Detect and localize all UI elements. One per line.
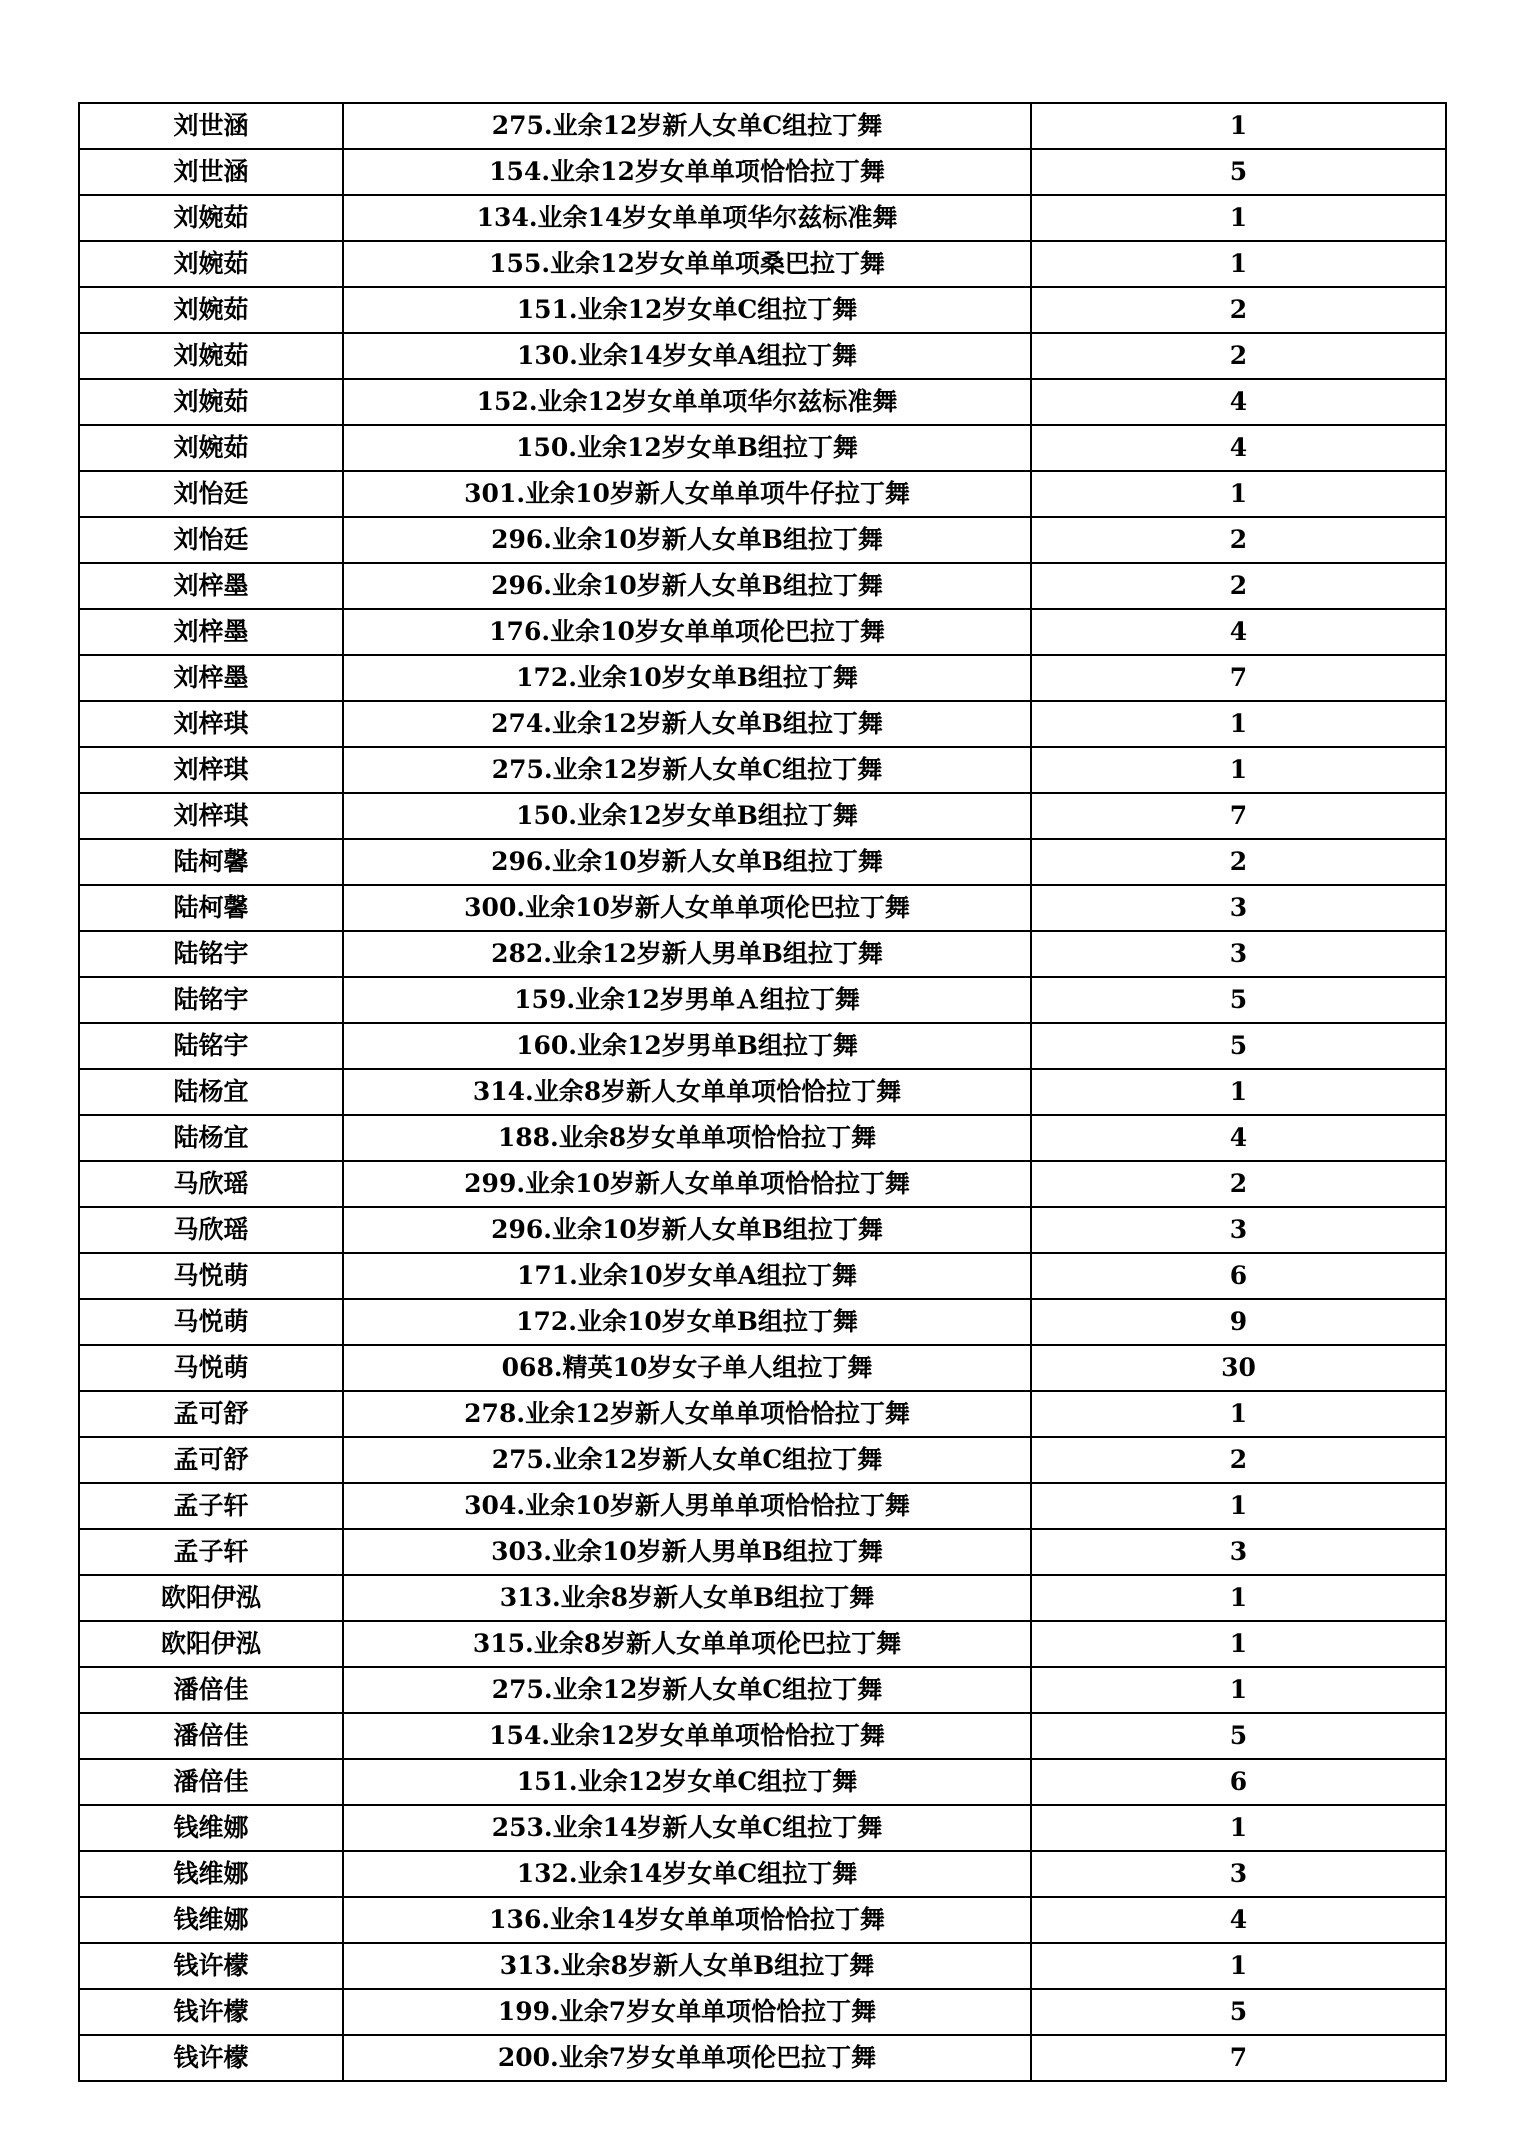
rank-cell: 1: [1031, 1667, 1446, 1713]
event-name-cell: 154.业余12岁女单单项恰恰拉丁舞: [343, 149, 1031, 195]
table-row: [79, 1621, 1446, 1667]
table-row: [79, 977, 1446, 1023]
athlete-name-cell: 刘梓墨: [79, 609, 343, 655]
event-name-cell: 303.业余10岁新人男单B组拉丁舞: [343, 1529, 1031, 1575]
event-name-cell: 172.业余10岁女单B组拉丁舞: [343, 655, 1031, 701]
athlete-name-cell: 刘梓琪: [79, 793, 343, 839]
athlete-name-cell: 陆柯馨: [79, 839, 343, 885]
athlete-name-cell: 潘倍佳: [79, 1667, 343, 1713]
table-row: [79, 149, 1446, 195]
rank-cell: 6: [1031, 1253, 1446, 1299]
rank-cell: 5: [1031, 977, 1446, 1023]
table-row: [79, 1069, 1446, 1115]
athlete-name-cell: 刘婉茹: [79, 333, 343, 379]
rank-cell: 2: [1031, 1161, 1446, 1207]
table-row: [79, 1805, 1446, 1851]
rank-cell: 2: [1031, 563, 1446, 609]
athlete-name-cell: 欧阳伊泓: [79, 1575, 343, 1621]
event-name-cell: 176.业余10岁女单单项伦巴拉丁舞: [343, 609, 1031, 655]
event-name-cell: 296.业余10岁新人女单B组拉丁舞: [343, 839, 1031, 885]
rank-cell: 4: [1031, 1897, 1446, 1943]
rank-cell: 3: [1031, 1529, 1446, 1575]
event-name-cell: 160.业余12岁男单B组拉丁舞: [343, 1023, 1031, 1069]
table-row: [79, 839, 1446, 885]
rank-cell: 1: [1031, 1621, 1446, 1667]
rank-cell: 1: [1031, 747, 1446, 793]
rank-cell: 1: [1031, 1943, 1446, 1989]
athlete-name-cell: 刘婉茹: [79, 425, 343, 471]
event-name-cell: 152.业余12岁女单单项华尔兹标准舞: [343, 379, 1031, 425]
athlete-name-cell: 钱许檬: [79, 1989, 343, 2035]
rank-cell: 5: [1031, 1023, 1446, 1069]
athlete-name-cell: 潘倍佳: [79, 1713, 343, 1759]
athlete-name-cell: 钱维娜: [79, 1851, 343, 1897]
table-row: [79, 1437, 1446, 1483]
athlete-name-cell: 刘梓墨: [79, 563, 343, 609]
table-row: [79, 1115, 1446, 1161]
table-row: [79, 103, 1446, 149]
results-table: [78, 102, 1447, 2082]
event-name-cell: 275.业余12岁新人女单C组拉丁舞: [343, 103, 1031, 149]
table-row: [79, 1713, 1446, 1759]
table-row: [79, 747, 1446, 793]
event-name-cell: 150.业余12岁女单B组拉丁舞: [343, 425, 1031, 471]
athlete-name-cell: 孟子轩: [79, 1483, 343, 1529]
table-row: [79, 1851, 1446, 1897]
event-name-cell: 278.业余12岁新人女单单项恰恰拉丁舞: [343, 1391, 1031, 1437]
event-name-cell: 296.业余10岁新人女单B组拉丁舞: [343, 1207, 1031, 1253]
athlete-name-cell: 孟子轩: [79, 1529, 343, 1575]
athlete-name-cell: 钱维娜: [79, 1805, 343, 1851]
event-name-cell: 188.业余8岁女单单项恰恰拉丁舞: [343, 1115, 1031, 1161]
rank-cell: 3: [1031, 1851, 1446, 1897]
event-name-cell: 300.业余10岁新人女单单项伦巴拉丁舞: [343, 885, 1031, 931]
rank-cell: 3: [1031, 931, 1446, 977]
event-name-cell: 150.业余12岁女单B组拉丁舞: [343, 793, 1031, 839]
athlete-name-cell: 钱许檬: [79, 2035, 343, 2081]
event-name-cell: 313.业余8岁新人女单B组拉丁舞: [343, 1943, 1031, 1989]
athlete-name-cell: 孟可舒: [79, 1391, 343, 1437]
rank-cell: 5: [1031, 1989, 1446, 2035]
rank-cell: 5: [1031, 1713, 1446, 1759]
event-name-cell: 296.业余10岁新人女单B组拉丁舞: [343, 563, 1031, 609]
event-name-cell: 136.业余14岁女单单项恰恰拉丁舞: [343, 1897, 1031, 1943]
athlete-name-cell: 孟可舒: [79, 1437, 343, 1483]
athlete-name-cell: 陆铭宇: [79, 1023, 343, 1069]
athlete-name-cell: 陆铭宇: [79, 977, 343, 1023]
rank-cell: 4: [1031, 425, 1446, 471]
athlete-name-cell: 刘梓琪: [79, 747, 343, 793]
athlete-name-cell: 刘婉茹: [79, 287, 343, 333]
rank-cell: 1: [1031, 241, 1446, 287]
athlete-name-cell: 马悦萌: [79, 1299, 343, 1345]
table-row: [79, 517, 1446, 563]
event-name-cell: 132.业余14岁女单C组拉丁舞: [343, 1851, 1031, 1897]
event-name-cell: 155.业余12岁女单单项桑巴拉丁舞: [343, 241, 1031, 287]
event-name-cell: 154.业余12岁女单单项恰恰拉丁舞: [343, 1713, 1031, 1759]
table-row: [79, 1345, 1446, 1391]
rank-cell: 2: [1031, 287, 1446, 333]
event-name-cell: 282.业余12岁新人男单B组拉丁舞: [343, 931, 1031, 977]
athlete-name-cell: 钱许檬: [79, 1943, 343, 1989]
athlete-name-cell: 刘婉茹: [79, 379, 343, 425]
table-row: [79, 2035, 1446, 2081]
table-row: [79, 609, 1446, 655]
table-row: [79, 1943, 1446, 1989]
athlete-name-cell: 刘世涵: [79, 103, 343, 149]
rank-cell: 4: [1031, 609, 1446, 655]
athlete-name-cell: 刘梓墨: [79, 655, 343, 701]
table-row: [79, 1161, 1446, 1207]
event-name-cell: 253.业余14岁新人女单C组拉丁舞: [343, 1805, 1031, 1851]
athlete-name-cell: 刘世涵: [79, 149, 343, 195]
athlete-name-cell: 马悦萌: [79, 1345, 343, 1391]
rank-cell: 1: [1031, 471, 1446, 517]
table-row: [79, 195, 1446, 241]
table-row: [79, 931, 1446, 977]
table-row: [79, 379, 1446, 425]
table-row: [79, 1023, 1446, 1069]
athlete-name-cell: 刘梓琪: [79, 701, 343, 747]
event-name-cell: 301.业余10岁新人女单单项牛仔拉丁舞: [343, 471, 1031, 517]
table-row: [79, 1299, 1446, 1345]
table-row: [79, 1759, 1446, 1805]
event-name-cell: 304.业余10岁新人男单单项恰恰拉丁舞: [343, 1483, 1031, 1529]
rank-cell: 1: [1031, 195, 1446, 241]
table-row: [79, 1897, 1446, 1943]
table-row: [79, 701, 1446, 747]
athlete-name-cell: 刘怡廷: [79, 517, 343, 563]
rank-cell: 4: [1031, 379, 1446, 425]
table-row: [79, 1483, 1446, 1529]
table-row: [79, 655, 1446, 701]
event-name-cell: 315.业余8岁新人女单单项伦巴拉丁舞: [343, 1621, 1031, 1667]
event-name-cell: 151.业余12岁女单C组拉丁舞: [343, 1759, 1031, 1805]
rank-cell: 1: [1031, 103, 1446, 149]
event-name-cell: 199.业余7岁女单单项恰恰拉丁舞: [343, 1989, 1031, 2035]
event-name-cell: 275.业余12岁新人女单C组拉丁舞: [343, 1667, 1031, 1713]
table-row: [79, 1207, 1446, 1253]
rank-cell: 9: [1031, 1299, 1446, 1345]
table-row: [79, 1391, 1446, 1437]
rank-cell: 6: [1031, 1759, 1446, 1805]
rank-cell: 1: [1031, 1391, 1446, 1437]
table-row: [79, 1667, 1446, 1713]
event-name-cell: 296.业余10岁新人女单B组拉丁舞: [343, 517, 1031, 563]
rank-cell: 30: [1031, 1345, 1446, 1391]
athlete-name-cell: 钱维娜: [79, 1897, 343, 1943]
event-name-cell: 275.业余12岁新人女单C组拉丁舞: [343, 747, 1031, 793]
rank-cell: 1: [1031, 1483, 1446, 1529]
table-row: [79, 241, 1446, 287]
table-row: [79, 471, 1446, 517]
table-row: [79, 793, 1446, 839]
rank-cell: 3: [1031, 885, 1446, 931]
rank-cell: 2: [1031, 333, 1446, 379]
event-name-cell: 314.业余8岁新人女单单项恰恰拉丁舞: [343, 1069, 1031, 1115]
rank-cell: 4: [1031, 1115, 1446, 1161]
event-name-cell: 130.业余14岁女单A组拉丁舞: [343, 333, 1031, 379]
rank-cell: 2: [1031, 517, 1446, 563]
rank-cell: 2: [1031, 839, 1446, 885]
athlete-name-cell: 马欣瑶: [79, 1207, 343, 1253]
event-name-cell: 171.业余10岁女单A组拉丁舞: [343, 1253, 1031, 1299]
rank-cell: 7: [1031, 655, 1446, 701]
table-row: [79, 1575, 1446, 1621]
rank-cell: 3: [1031, 1207, 1446, 1253]
rank-cell: 1: [1031, 1069, 1446, 1115]
rank-cell: 7: [1031, 793, 1446, 839]
table-row: [79, 1253, 1446, 1299]
event-name-cell: 313.业余8岁新人女单B组拉丁舞: [343, 1575, 1031, 1621]
event-name-cell: 134.业余14岁女单单项华尔兹标准舞: [343, 195, 1031, 241]
athlete-name-cell: 刘怡廷: [79, 471, 343, 517]
table-row: [79, 287, 1446, 333]
athlete-name-cell: 陆杨宜: [79, 1115, 343, 1161]
event-name-cell: 159.业余12岁男单Ａ组拉丁舞: [343, 977, 1031, 1023]
athlete-name-cell: 马欣瑶: [79, 1161, 343, 1207]
athlete-name-cell: 陆铭宇: [79, 931, 343, 977]
table-row: [79, 1529, 1446, 1575]
rank-cell: 5: [1031, 149, 1446, 195]
rank-cell: 1: [1031, 1805, 1446, 1851]
results-table-body: [79, 103, 1446, 2081]
table-row: [79, 885, 1446, 931]
rank-cell: 2: [1031, 1437, 1446, 1483]
table-row: [79, 425, 1446, 471]
rank-cell: 1: [1031, 1575, 1446, 1621]
table-row: [79, 1989, 1446, 2035]
event-name-cell: 299.业余10岁新人女单单项恰恰拉丁舞: [343, 1161, 1031, 1207]
event-name-cell: 172.业余10岁女单B组拉丁舞: [343, 1299, 1031, 1345]
athlete-name-cell: 陆柯馨: [79, 885, 343, 931]
event-name-cell: 151.业余12岁女单C组拉丁舞: [343, 287, 1031, 333]
event-name-cell: 274.业余12岁新人女单B组拉丁舞: [343, 701, 1031, 747]
event-name-cell: 275.业余12岁新人女单C组拉丁舞: [343, 1437, 1031, 1483]
athlete-name-cell: 欧阳伊泓: [79, 1621, 343, 1667]
athlete-name-cell: 马悦萌: [79, 1253, 343, 1299]
table-row: [79, 333, 1446, 379]
table-row: [79, 563, 1446, 609]
athlete-name-cell: 潘倍佳: [79, 1759, 343, 1805]
event-name-cell: 200.业余7岁女单单项伦巴拉丁舞: [343, 2035, 1031, 2081]
athlete-name-cell: 刘婉茹: [79, 241, 343, 287]
athlete-name-cell: 刘婉茹: [79, 195, 343, 241]
athlete-name-cell: 陆杨宜: [79, 1069, 343, 1115]
event-name-cell: 068.精英10岁女子单人组拉丁舞: [343, 1345, 1031, 1391]
rank-cell: 1: [1031, 701, 1446, 747]
rank-cell: 7: [1031, 2035, 1446, 2081]
